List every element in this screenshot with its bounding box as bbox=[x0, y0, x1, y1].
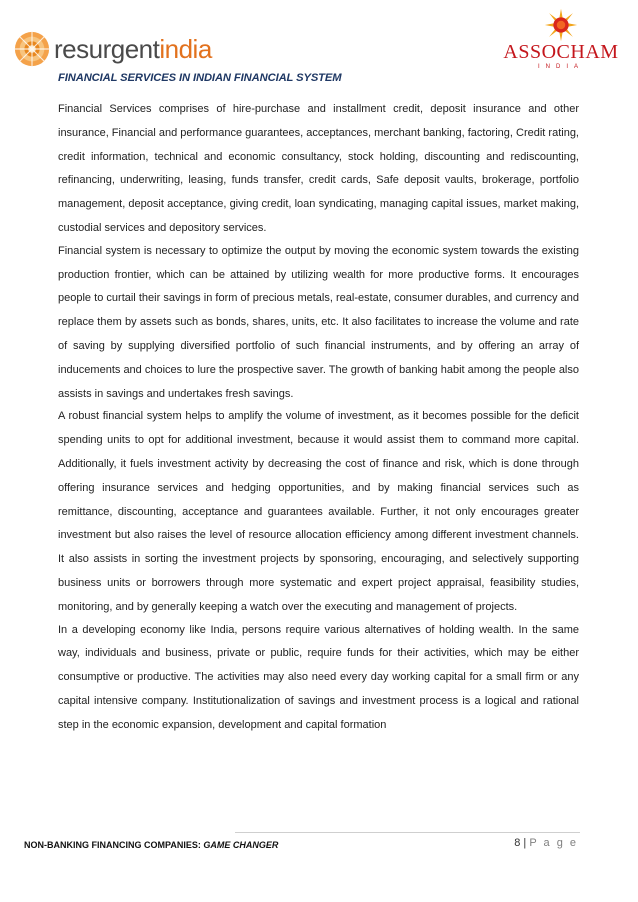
document-body bbox=[58, 72, 579, 738]
paragraph-3: A robust financial system helps to amplify the volume of investment, as it becomes possible for the deficit spending units to opt for additional investment, because it would assist them to command more capital. Additionally, it fuels investment activity by decreasing the cost of finance and risk, which is done through offering insurance services and hedging opportunities, and by making financial services such as remittance, discounting, acceptance and guarantees available. Further, it not only encourages greater investment but also raises the level of resource allocation efficiency among different investment channels. It also assists in sorting the investment projects by sponsoring, encouraging, and selectively supporting business units or borrowers through more systematic and expert project appraisal, feasibility studies, monitoring, and by generally keeping a watch over the executing and management of projects. bbox=[58, 410, 579, 613]
footer-title-plain: NON-BANKING FINANCING COMPANIES: bbox=[24, 840, 204, 850]
page-separator: | bbox=[520, 837, 530, 849]
assocham-subtitle: INDIA bbox=[537, 64, 584, 70]
assocham-logo bbox=[496, 8, 626, 70]
brand-wordmark bbox=[54, 36, 212, 62]
assocham-name: ASSOCHAM bbox=[503, 41, 619, 63]
paragraph-4: In a developing economy like India, persons require various alternatives of holding wealth. In the same way, individuals and business, private or public, require funds for their activities, which may be either consumptive or productive. The activities may also need every day working capital for a small firm or any capital intensive company. Institutionalization of savings and investment process is a logical and rational step in the economic expansion, development and capital formation bbox=[58, 623, 579, 731]
brand-wordmark-part1: resurgent bbox=[54, 34, 160, 64]
footer-title bbox=[24, 840, 278, 850]
brand-wordmark-part2: india bbox=[159, 34, 212, 64]
sunburst-icon bbox=[544, 8, 578, 42]
paragraph-2: Financial system is necessary to optimize the output by moving the economic system towards the existing production frontier, which can be attained by utilizing wealth for more productive forms. It encourages people to curtail their savings in form of precious metals, real-estate, consumer durables, and currency and replace them by assets such as bonds, shares, units, etc. It also facilitates to increase the volume and rate of saving by supplying diversified portfolio of such financial instruments, and by offering an array of inducements and choices to lure the prospective saver. The growth of banking habit among the people also assists in savings and undertakes fresh savings. bbox=[58, 244, 579, 400]
footer-divider bbox=[235, 832, 580, 833]
page-number-value: 8 bbox=[514, 837, 521, 849]
footer-title-italic: GAME CHANGER bbox=[203, 840, 279, 850]
page-number bbox=[514, 837, 578, 849]
resurgent-india-logo bbox=[13, 30, 212, 68]
section-heading: FINANCIAL SERVICES IN INDIAN FINANCIAL SYSTEM bbox=[58, 72, 342, 84]
page-word: P a g e bbox=[529, 837, 578, 849]
sun-emblem-icon bbox=[13, 30, 51, 68]
paragraph-1: Financial Services comprises of hire-purchase and installment credit, deposit insurance and other insurance, Financial and performance guarantees, acceptances, merchant banking, factoring, Credit rating, credit information, technical and economic consultancy, stock holding, discounting and rediscounting, refinancing, underwriting, leasing, funds transfer, credit cards, Safe deposit vaults, brokerage, portfolio management, deposit acceptance, giving credit, loan syndicating, managing capital issues, market making, custodial services and depository services. bbox=[58, 103, 579, 234]
